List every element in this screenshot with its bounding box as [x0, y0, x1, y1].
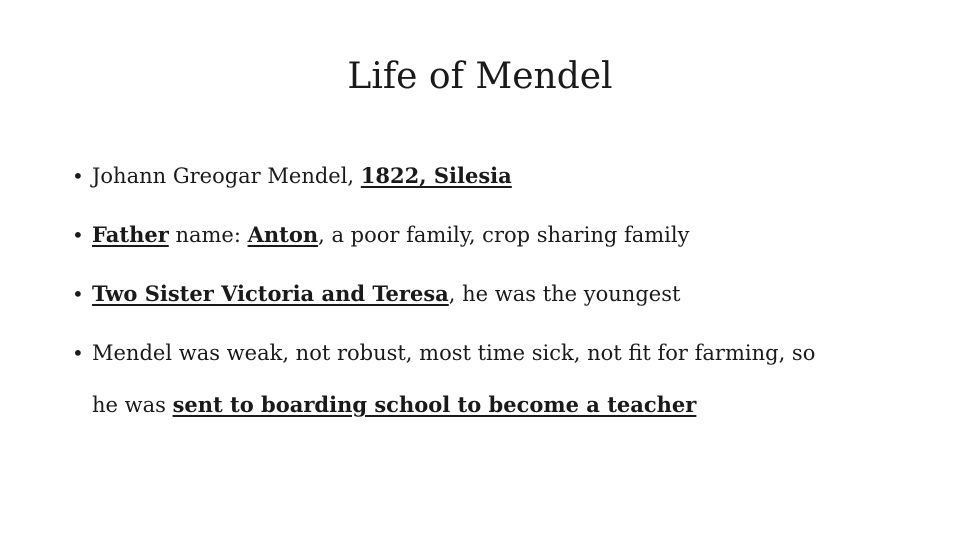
- bullet-emphasis-segment: Two Sister Victoria and Teresa: [92, 281, 449, 306]
- bullet-icon: •: [72, 341, 84, 365]
- bullet-text: [92, 223, 689, 247]
- bullet-emphasis-segment: Father: [92, 222, 169, 247]
- bullet-text-segment: Johann Greogar Mendel,: [92, 164, 361, 188]
- bullet-list: [72, 160, 902, 448]
- bullet-text: [92, 164, 512, 188]
- bullet-icon: •: [72, 164, 84, 188]
- bullet-icon: •: [72, 282, 84, 306]
- bullet-icon: •: [72, 223, 84, 247]
- bullet-text-segment: he was: [92, 393, 173, 417]
- bullet-text-segment: , a poor family, crop sharing family: [318, 223, 690, 247]
- bullet-item-health: [72, 337, 902, 421]
- bullet-text: [92, 282, 680, 306]
- bullet-emphasis-segment: Anton: [247, 222, 319, 247]
- bullet-text-segment: , he was the youngest: [448, 282, 681, 306]
- bullet-item-birth: [72, 160, 902, 192]
- bullet-text-segment: name:: [168, 223, 248, 247]
- bullet-emphasis-segment: 1822, Silesia: [360, 163, 512, 188]
- slide-title: Life of Mendel: [347, 56, 613, 97]
- bullet-emphasis-segment: sent to boarding school to become a teacher: [172, 392, 697, 417]
- bullet-item-sisters: [72, 278, 902, 310]
- bullet-item-father: [72, 219, 902, 251]
- bullet-text: [92, 341, 902, 421]
- bullet-continuation-line: [92, 389, 902, 421]
- bullet-text-segment: Mendel was weak, not robust, most time sick, not fit for farming, so: [92, 341, 816, 365]
